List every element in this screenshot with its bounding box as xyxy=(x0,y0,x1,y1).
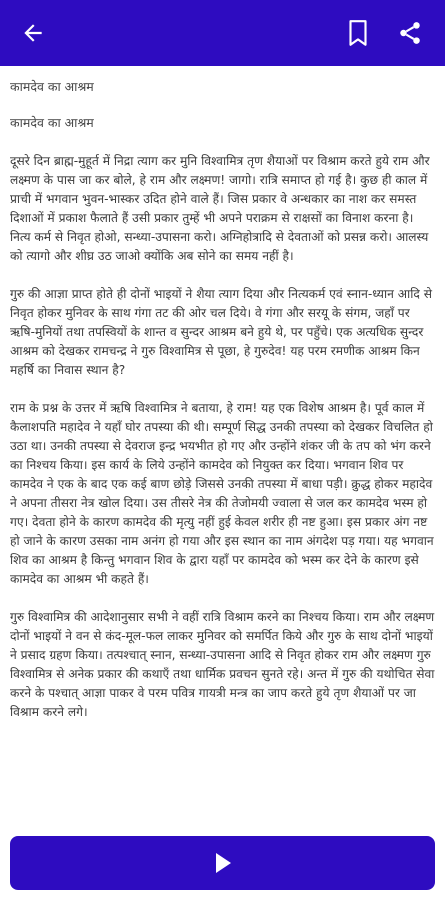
back-button[interactable] xyxy=(20,20,46,46)
article-paragraph: दूसरे दिन ब्राह्म-मुहूर्त में निद्रा त्याग कर मुनि विश्वामित्र तृण शैयाओं पर विश्राम करते हुये राम और लक्ष्मण के पास जा कर बोले, हे राम और लक्ष्मण! जागो। रात्रि समाप्त हो गई है। कुछ ही काल में प्राची में भगवान भुवन-भास्कर उदित होने वाले हैं। जिस प्रकार वे अन्धकार का नाश कर समस्त दिशाओं में प्रकाश फैलाते हैं उसी प्रकार तुम्हें भी अपने पराक्रम से राक्षसों का विनाश करना है। नित्य कर्म से निवृत हो‍ओ, सन्ध्या-उपासना करो। अग्निहोत्रादि से देवताओं को प्रसन्न करो। आलस्य को त्यागो और शीघ्र उठ जाओ क्योंकि अब सोने का समय नहीं है। xyxy=(10,154,430,263)
bookmark-button[interactable] xyxy=(345,18,371,48)
share-button[interactable] xyxy=(397,19,423,47)
bookmark-icon xyxy=(345,18,371,48)
back-arrow-icon xyxy=(20,20,46,46)
article-paragraph: गुरु विश्वामित्र की आदेशानुसार सभी ने वहीं रात्रि विश्राम करने का निश्चय किया। राम और लक्ष्मण दोनों भाइयों ने वन से कंद-मूल-फल लाकर मुनिवर को समर्पित किये और गुरु के साथ दोनों भाइयों ने प्रसाद ग्रहण किया। तत्पश्चात् स्नान, सन्ध्या-उपासना आदि से निवृत होकर राम और लक्ष्मण गुरु विश्वामित्र से अनेक प्रकार की कथाएँ तथा धार्मिक प्रवचन सुनते रहे। अन्त में गुरु की यथोचित सेवा करने के पश्चात् आज्ञा पाकर वे परम पवित्र गायत्री मन्त्र का जाप करते हुये तृण शैयाओं पर जा विश्राम करने लगे। xyxy=(10,610,435,719)
article-paragraph: गुरु की आज्ञा प्राप्त होते ही दोनों भाइयों ने शैया त्याग दिया और नित्यकर्म एवं स्नान-ध्यान आदि से निवृत होकर मुनिवर के साथ गंगा तट की ओर चल दिये। वे गंगा और सरयू के संगम, जहाँ पर ऋषि-मुनियों तथा तपस्वियों के शान्त व सुन्दर आश्रम बने हुये थे, पर पहुँचे। एक अत्यधिक सुन्दर आश्रम को देखकर रामचन्द्र ने गुरु विश्वामित्र से पूछा, हे गुरुदेव! यह परम रमणीक आश्रम किन महर्षि का निवास स्थान है? xyxy=(10,287,432,377)
article-heading: कामदेव का आश्रम xyxy=(10,115,94,130)
play-button[interactable] xyxy=(10,836,435,890)
article-content[interactable] xyxy=(0,66,445,832)
share-icon xyxy=(397,19,423,47)
app-bar xyxy=(0,0,445,66)
article-paragraph: राम के प्रश्न के उत्तर में ऋषि विश्वामित्र ने बताया, हे राम! यह एक विशेष आश्रम है। पूर्व काल में कैलाशपति महादेव ने यहाँ घोर तपस्या की थी। सम्पूर्ण सिद्ध उनकी तपस्या को देखकर विचलित हो उठा था। उनकी तपस्या से देवराज इन्द्र भयभीत हो गए और उन्होंने शंकर जी के तप को भंग करने का निश्चय किया। इस कार्य के लिये उन्होंने कामदेव को नियुक्त कर दिया। भगवान शिव पर कामदेव ने एक के बाद एक कई बाण छोड़े जिससे उनकी तपस्या में बाधा पड़ी। क्रुद्ध होकर महादेव ने अपना तीसरा नेत्र खोल दिया। उस तीसरे नेत्र की तेजोमयी ज्वाला से जल कर कामदेव भस्म हो गए। देवता होने के कारण कामदेव की मृत्यु नहीं हुई केवल शरीर ही नष्ट हुआ। इस प्रकार अंग नष्ट हो जाने के कारण उसका नाम अनंग हो गया और इस स्थान का नाम अंगदेश पड़ गया। यह भगवान शिव का आश्रम है किन्तु भगवान शिव के द्वारा यहाँ पर कामदेव को भस्म कर देने के कारण इसे कामदेव का आश्रम भी कहते हैं। xyxy=(10,401,434,586)
article-breadcrumb-title: कामदेव का आश्रम xyxy=(10,79,94,94)
play-icon xyxy=(212,851,234,875)
